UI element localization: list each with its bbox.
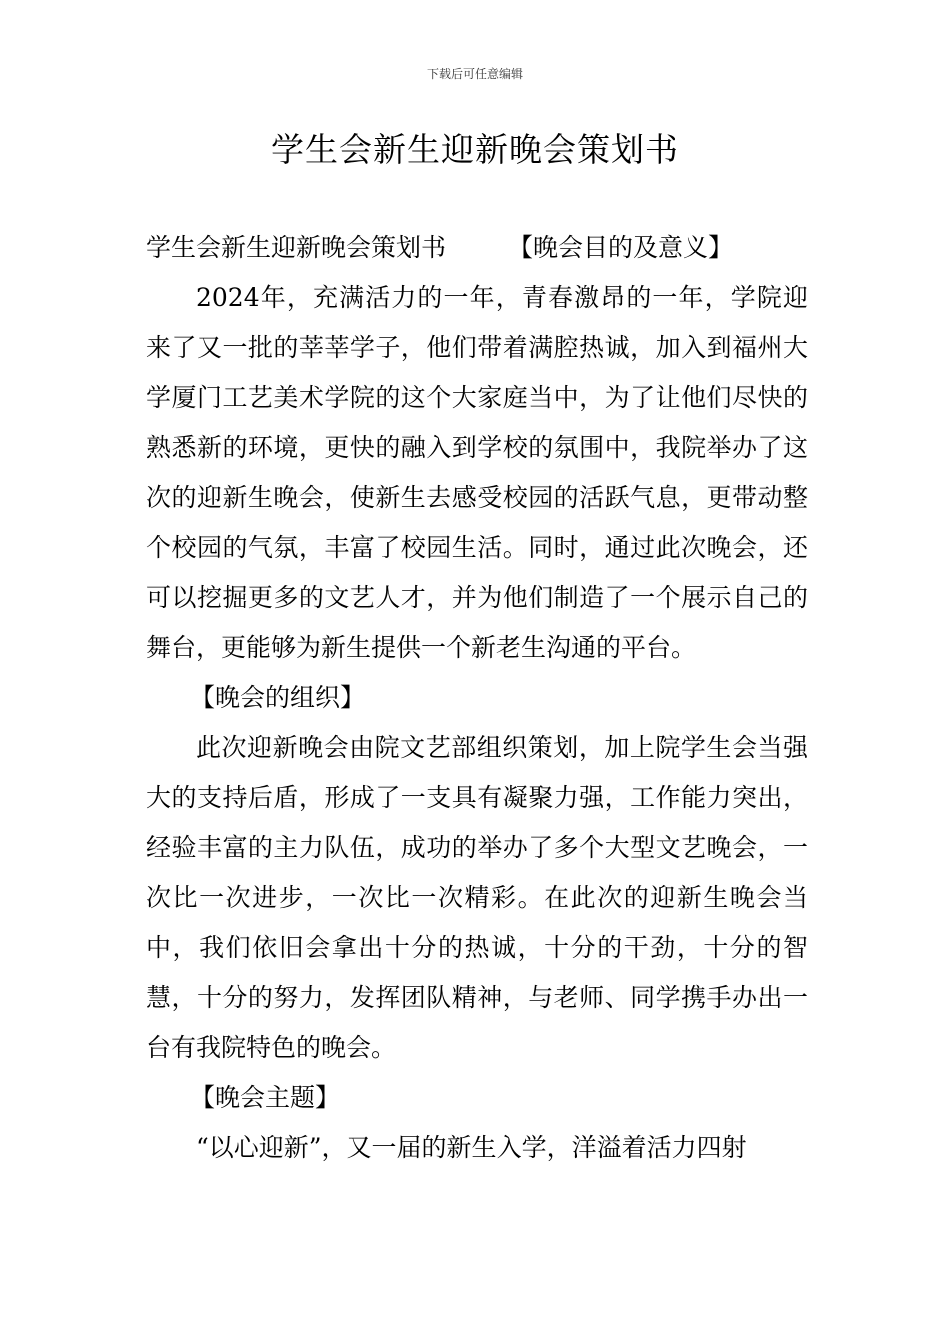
page-header-note: 下载后可任意编辑 [426, 67, 523, 81]
intro-line [146, 223, 808, 273]
paragraph-theme: “以心迎新”，又一届的新生入学，洋溢着活力四射 [196, 1133, 747, 1162]
section-heading-purpose: 【晚会目的及意义】 [508, 233, 734, 262]
paragraph-purpose: 2024年，充满活力的一年，青春激昂的一年，学院迎来了又一批的莘莘学子，他们带着满腔热诚，加入到福州大学厦门工艺美术学院的这个大家庭当中，为了让他们尽快的熟悉新的环境，更快的融入到学校的氛围中，我院举办了这次的迎新生晚会，使新生去感受校园的活跃气息，更带动整个校园的气氛，丰富了校园生活。同时，通过此次晚会，还可以挖掘更多的文艺人才，并为他们制造了一个展示自己的舞台，更能够为新生提供一个新老生沟通的平台。 [146, 283, 808, 662]
paragraph-organization: 此次迎新晚会由院文艺部组织策划，加上院学生会当强大的支持后盾，形成了一支具有凝聚力强，工作能力突出，经验丰富的主力队伍，成功的举办了多个大型文艺晚会，一次比一次进步，一次比一次精彩。在此次的迎新生晚会当中，我们依旧会拿出十分的热诚，十分的干劲，十分的智慧，十分的努力，发挥团队精神，与老师、同学携手办出一台有我院特色的晚会。 [146, 733, 808, 1062]
document-title: 学生会新生迎新晚会策划书 [271, 130, 679, 169]
section-heading-theme: 【晚会主题】 [190, 1083, 341, 1112]
document-body [146, 223, 808, 1173]
section-heading-organization: 【晚会的组织】 [190, 683, 366, 712]
intro-doc-name: 学生会新生迎新晚会策划书 [146, 233, 447, 262]
